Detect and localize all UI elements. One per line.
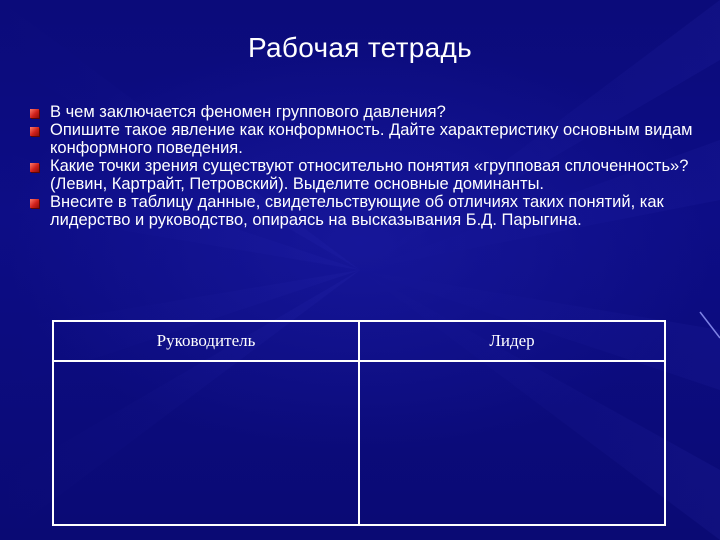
task-item	[30, 193, 700, 229]
comparison-table	[52, 320, 666, 526]
table-cell-manager[interactable]	[53, 361, 359, 525]
task-item	[30, 157, 700, 193]
table-cell-leader[interactable]	[359, 361, 665, 525]
task-text: Опишите такое явление как конформность. Дайте характеристику основным видам конформного поведения.	[50, 121, 693, 157]
red-square-bullet-icon	[30, 127, 39, 136]
table-header-row	[53, 321, 665, 361]
red-square-bullet-icon	[30, 163, 39, 172]
table-row	[53, 361, 665, 525]
column-header-leader: Лидер	[359, 321, 665, 361]
slide-title: Рабочая тетрадь	[248, 32, 472, 63]
task-list	[30, 103, 700, 229]
task-item	[30, 121, 700, 157]
task-item	[30, 103, 700, 121]
comparison-table-container	[52, 320, 666, 526]
red-square-bullet-icon	[30, 199, 39, 208]
red-square-bullet-icon	[30, 109, 39, 118]
task-text: Внесите в таблицу данные, свидетельствующие об отличиях таких понятий, как лидерство и руководство, опираясь на высказывания Б.Д. Парыгина.	[50, 193, 664, 229]
column-header-manager: Руководитель	[53, 321, 359, 361]
task-text: В чем заключается феномен группового давления?	[50, 103, 446, 121]
task-text: Какие точки зрения существуют относительно понятия «групповая сплоченность»? (Левин, Картрайт, Петровский). Выделите основные доминанты.	[50, 157, 689, 193]
